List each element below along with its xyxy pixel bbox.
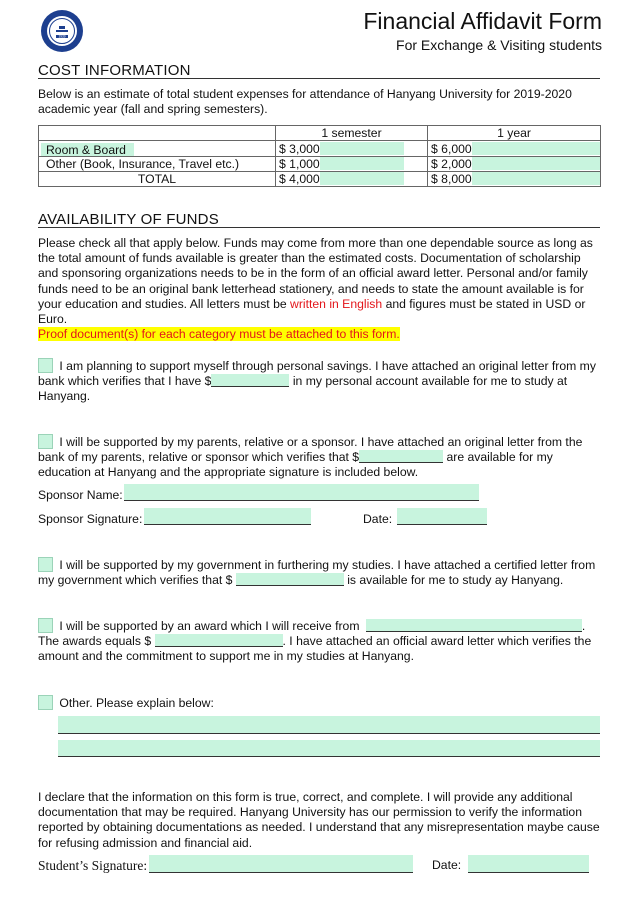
university-seal-icon [40, 9, 84, 53]
university-logo [40, 9, 84, 53]
government-checkbox[interactable] [38, 557, 53, 572]
funds-letters-text: All letters must be [189, 296, 287, 311]
room-board-semester: $ 3,000 [279, 141, 320, 156]
other-text: Other. Please explain below: [59, 696, 214, 710]
government-text-end: is available for me to study ay Hanyang. [347, 573, 564, 588]
sponsor-name-label: Sponsor Name: [38, 488, 123, 502]
funds-intro-tail: and figures must be stated in USD or Euro. [38, 296, 586, 327]
other-year: $ 2,000 [431, 157, 472, 171]
cost-intro: Below is an estimate of total student expenses for attendance of Hanyang University for 2019-2020 academic year (fall and spring semesters). [38, 87, 572, 117]
cost-heading-text: COST INFORMATION [38, 62, 191, 79]
total-label: TOTAL [39, 172, 276, 187]
funds-intro-text: Please check all that apply below. Funds may come from more than one dependable source as long as the total amount of funds available is greater than the estimated costs. Documentation of scholarship and sponsoring organizations needs to be in the form of an official award letter. Personal and/or family funds need to be an original bank letterhead stationery, and needs to state the amount available is for your education and studies. [38, 236, 593, 311]
column-header-year: 1 year [428, 126, 601, 141]
savings-option [38, 358, 598, 405]
cost-heading [38, 62, 600, 79]
award-option: I will be supported by an award which I will receive from . The awards equals $ . I have attached an official award letter which verifies the amount and the commitment to support me in my studies at Hanyang. [38, 619, 592, 664]
parents-text: I will be supported by my parents, relative or a sponsor. I have attached an original letter from the bank of my parents, relative or sponsor which verifies that $ [38, 435, 583, 465]
sponsor-date-field[interactable] [397, 508, 487, 525]
other-checkbox[interactable] [38, 695, 53, 710]
student-date-label: Date: [432, 858, 462, 872]
sponsor-signature-field[interactable] [144, 508, 311, 525]
proof-document-notice: Proof document(s) for each category must be attached to this form. [38, 327, 400, 342]
svg-text:1939: 1939 [58, 34, 66, 39]
funds-intro [38, 236, 603, 342]
funds-heading [38, 211, 600, 228]
parents-text-end: are available for my education at Hanyang and the appropriate signature is included below. [38, 450, 553, 480]
award-checkbox[interactable] [38, 618, 53, 633]
other-explanation-line-2[interactable] [58, 740, 600, 757]
student-signature-field[interactable] [149, 855, 413, 873]
room-board-label: Room & Board [41, 143, 134, 156]
government-option [38, 557, 603, 588]
parents-option [38, 434, 598, 481]
savings-checkbox[interactable] [38, 358, 53, 373]
sponsor-date-label: Date: [363, 512, 393, 526]
sponsor-name-field[interactable] [124, 484, 479, 501]
english-requirement-text: written in English [290, 296, 383, 311]
savings-text-end: in my personal account available for me to study at Hanyang. [38, 374, 568, 404]
table-row [39, 172, 601, 187]
award-text: I will be supported by an award which I will receive from [59, 619, 360, 633]
form-title: Financial Affidavit Form [363, 8, 602, 34]
student-date-field[interactable] [468, 855, 589, 873]
parents-amount-field[interactable] [359, 450, 443, 463]
other-explanation-line-1[interactable] [58, 716, 600, 734]
savings-amount-field[interactable] [211, 374, 289, 387]
other-label: Other (Book, Insurance, Travel etc.) [46, 157, 240, 171]
room-board-year: $ 6,000 [431, 141, 472, 156]
form-subtitle: For Exchange & Visiting students [396, 37, 602, 53]
government-amount-field[interactable] [236, 573, 344, 586]
award-amount-field[interactable] [155, 634, 283, 647]
sponsor-signature-label: Sponsor Signature: [38, 512, 143, 526]
government-text: I will be supported by my government in furthering my studies. I have attached a certified letter from my government which verifies that $ [38, 558, 596, 588]
student-signature-label: Student’s Signature: [38, 858, 148, 873]
other-option [38, 695, 214, 711]
savings-text: I am planning to support myself through personal savings. I have attached an original letter from my bank which verifies that I have $ [38, 359, 596, 389]
column-header-semester: 1 semester [276, 126, 428, 141]
parents-checkbox[interactable] [38, 434, 53, 449]
total-semester: $ 4,000 [279, 172, 320, 186]
table-header-row [39, 126, 601, 141]
cost-table [38, 125, 601, 187]
declaration-text: I declare that the information on this form is true, correct, and complete. I will provide any additional documentation that may be required. Hanyang University has our permission to verify the information reported by obtaining documentations as needed. I understand that any misrepresentation maybe cause for refusing admission and financial aid. [38, 790, 600, 850]
table-row [39, 157, 601, 172]
award-source-field[interactable] [366, 619, 582, 632]
total-year: $ 8,000 [431, 172, 472, 186]
award-amount-label: The awards equals $ [38, 634, 152, 649]
table-row [39, 141, 601, 157]
other-semester: $ 1,000 [279, 157, 320, 171]
funds-heading-text: AVAILABILITY OF FUNDS [38, 211, 219, 228]
award-text-end: . I have attached an official award letter which verifies the amount and the commitment to support me in my studies at Hanyang. [38, 634, 592, 664]
